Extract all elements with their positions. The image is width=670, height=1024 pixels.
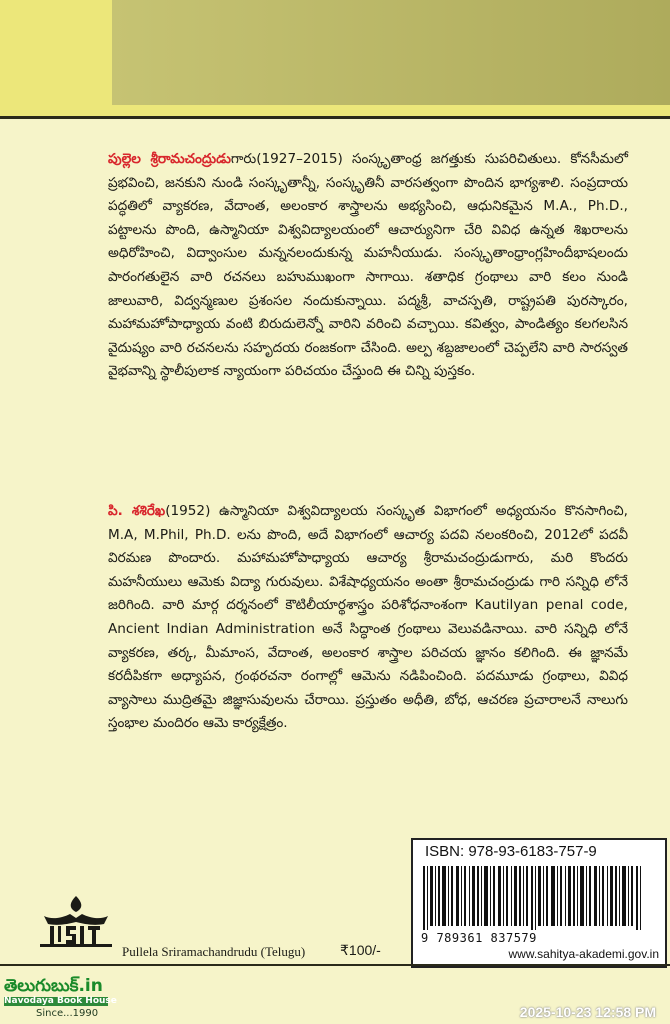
author-bio-sriramachandrudu <box>108 148 628 384</box>
watermark-since: Since...1990 <box>36 1008 99 1019</box>
book-price: ₹100/- <box>340 942 381 958</box>
barcode-digits: 9 789361 837579 <box>421 931 537 945</box>
photo-timestamp: 2025-10-23 12:58 PM <box>519 1004 656 1020</box>
watermark-site: తెలుగుబుక్.in <box>4 976 103 996</box>
isbn-barcode-box <box>411 838 667 968</box>
author-name-sriramachandrudu: పుల్లెల శ్రీరామచంద్రుడు <box>108 151 231 167</box>
author-name-sasirekha: పి. శశిరేఖ <box>108 503 166 519</box>
author-bio-sasirekha <box>108 500 628 736</box>
sahitya-akademi-logo-icon <box>38 894 114 950</box>
watermark-subtitle: Navodaya Book House <box>4 996 117 1006</box>
top-olive-panel <box>112 0 670 105</box>
bio-text-sriramachandrudu: గారు(1927–2015) సంస్కృతాంధ్ర జగత్తుకు సుపరిచితులు. కోనసీమలో ప్రభవించి, జనకుని నుండి సంస్కృతాన్నీ, సంస్కృతినీ వారసత్వంగా పొందిన భాగ్యశాలి. సంప్రదాయ పద్ధతిలో వ్యాకరణ, వేదాంత, అలంకార శాస్త్రాలను అభ్యసించి, ఆధునికమైన M.A., Ph.D., పట్టాలను పొంది, ఉస్మానియా విశ్వవిద్యాలయంలో ఆచార్యునిగా చేరి వివిధ ఉన్నత శిఖరాలను అధిరోహించి, విద్వాంసుల మన్ననలందుకున్న మహనీయుడు. సంస్కృతాంధ్రాంగ్లహిందీభాషలందు పారంగతులైన వారి రచనలు బహుముఖంగా సాగాయి. శతాధిక గ్రంథాలు వారి కలం నుండి జాలువారి, విద్వన్మణుల ప్రశంసల నందుకున్నాయి. పద్మశ్రీ, వాచస్పతి, రాష్ట్రపతి పురస్కారం, మహామహోపాధ్యాయ వంటి బిరుదులెన్నో వారిని వరించి వచ్చాయి. కవిత్వం, పాండిత్యం కలగలసిన వైదుష్యం వారి రచనలను సహృదయ రంజకంగా చేసింది. అల్ప శబ్దజాలంలో చెప్పలేని వారి సారస్వత వైభవాన్ని స్థాలీపులాక న్యాయంగా పరిచయం చేస్తుంది ఈ చిన్ని పుస్తకం. <box>108 151 628 380</box>
bottom-rule-line <box>0 964 670 966</box>
isbn-label: ISBN: 978-93-6183-757-9 <box>425 843 597 860</box>
publisher-website: www.sahitya-akademi.gov.in <box>508 947 659 961</box>
bio-text-sasirekha: (1952) ఉస్మానియా విశ్వవిద్యాలయ సంస్కృత విభాగంలో అధ్యయనం కొనసాగించి, M.A, M.Phil, Ph.D. లను పొంది, అదే విభాగంలో ఆచార్య పదవి నలంకరించి, 2012లో పదవీ విరమణ పొందారు. మహామహోపాధ్యాయ ఆచార్య శ్రీరామచంద్రుడుగారు, మరి కొందరు మహనీయులు ఆమెకు విద్యా గురువులు. విశేషాధ్యయనం అంతా శ్రీరామచంద్రుడు గారి సన్నిధి లోనే జరిగింది. వారి మార్గ దర్శనంలో కౌటిలీయార్థశాస్త్రం పరిశోధనాంశంగా Kautilyan penal code, Ancient Indian Administration అనే సిద్ధాంత గ్రంథాలు వెలువడినాయి. వారి సన్నిధి లోనే వ్యాకరణ, తర్క, మీమాంస, వేదాంత, అలంకార శాస్త్రాల పరిచయ జ్ఞానం కలిగింది. ఈ జ్ఞానమే కరదీపికగా అధ్యాపన, గ్రంథరచనా రంగాల్లో ఆమెను నడిపించింది. పదమూడు గ్రంథాలు, వివిధ వ్యాసాలు ముద్రితమై జిజ్ఞాసువులను చేరాయి. ప్రస్తుతం అధీతి, బోధ, ఆచరణ ప్రచారాలనే నాలుగు స్తంభాల మందిరం ఆమె కార్యక్షేత్రం. <box>108 503 629 732</box>
book-title: Pullela Sriramachandrudu (Telugu) <box>122 944 306 959</box>
barcode-icon <box>421 866 657 930</box>
top-rule-line <box>0 116 670 119</box>
